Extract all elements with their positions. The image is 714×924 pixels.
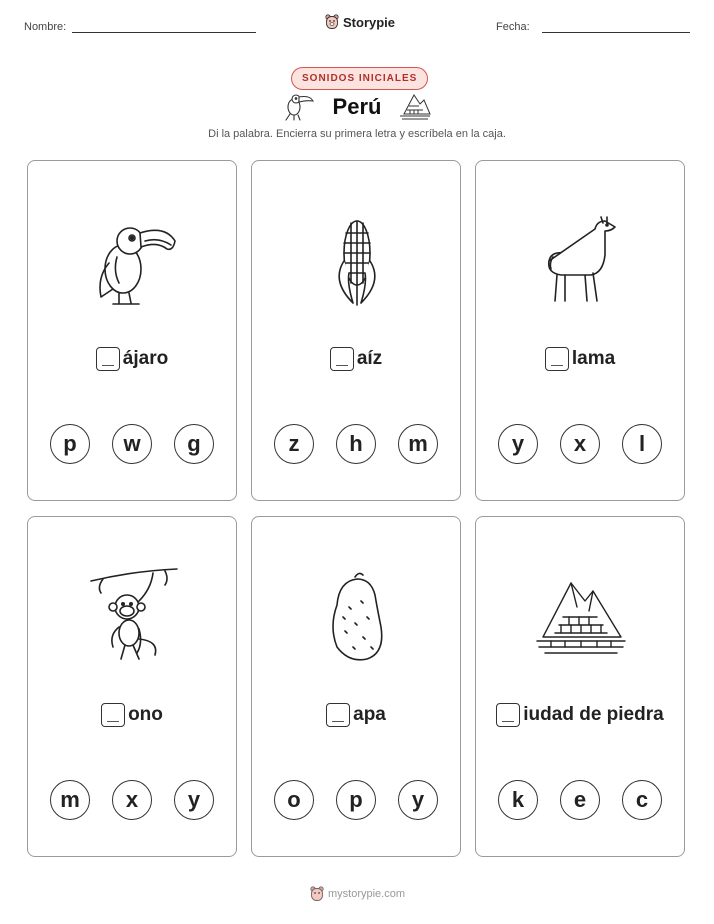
date-field[interactable] <box>542 32 690 33</box>
letter-choices <box>28 424 236 464</box>
letter-choice[interactable]: x <box>112 780 152 820</box>
letter-choices <box>252 780 460 820</box>
word-ending: lama <box>571 348 616 369</box>
letter-choice[interactable]: g <box>174 424 214 464</box>
toucan-icon <box>83 211 183 311</box>
footer <box>310 886 405 902</box>
word-row <box>252 347 460 371</box>
letter-choices <box>476 780 684 820</box>
letter-choice[interactable]: w <box>112 424 152 464</box>
letter-choice[interactable]: p <box>336 780 376 820</box>
letter-choice[interactable]: k <box>498 780 538 820</box>
word-card <box>475 516 685 857</box>
letter-choice[interactable]: m <box>398 424 438 464</box>
letter-choices <box>28 780 236 820</box>
letter-choice[interactable]: c <box>622 780 662 820</box>
llama-icon <box>531 211 631 311</box>
answer-box[interactable] <box>101 703 125 727</box>
letter-choice[interactable]: y <box>174 780 214 820</box>
word-card <box>27 160 237 501</box>
brand-logo <box>325 14 395 30</box>
papaya-icon <box>307 567 407 667</box>
answer-box[interactable] <box>326 703 350 727</box>
answer-box[interactable] <box>330 347 354 371</box>
letter-choice[interactable]: e <box>560 780 600 820</box>
letter-choice[interactable]: x <box>560 424 600 464</box>
word-row <box>28 347 236 371</box>
word-card <box>251 516 461 857</box>
corn-icon <box>307 211 407 311</box>
letter-choice[interactable]: z <box>274 424 314 464</box>
bear-icon <box>310 886 324 902</box>
word-row <box>252 703 460 727</box>
machu-picchu-small-icon <box>398 92 432 122</box>
word-ending: ájaro <box>122 348 169 369</box>
bear-icon <box>325 14 339 30</box>
letter-choices <box>476 424 684 464</box>
letter-choice[interactable]: y <box>498 424 538 464</box>
name-field[interactable] <box>72 32 256 33</box>
word-ending: iudad de piedra <box>523 704 664 725</box>
word-row <box>28 703 236 727</box>
brand-name: Storypie <box>343 14 396 30</box>
letter-choices <box>252 424 460 464</box>
word-card <box>251 160 461 501</box>
instructions: Di la palabra. Encierra su primera letra y escríbela en la caja. <box>208 128 506 140</box>
answer-box[interactable] <box>96 347 120 371</box>
letter-choice[interactable]: l <box>622 424 662 464</box>
monkey-icon <box>83 567 183 667</box>
topic-badge: SONIDOS INICIALES <box>291 67 428 90</box>
footer-site[interactable]: mystorypie.com <box>328 888 406 900</box>
word-ending: ono <box>128 704 163 725</box>
letter-choice[interactable]: o <box>274 780 314 820</box>
machu-picchu-icon <box>531 567 631 667</box>
page-title: Perú <box>332 94 382 119</box>
date-label: Fecha: <box>496 21 530 33</box>
word-card <box>475 160 685 501</box>
word-row <box>476 703 684 727</box>
letter-choice[interactable]: m <box>50 780 90 820</box>
name-label: Nombre: <box>24 21 67 33</box>
toucan-small-icon <box>282 90 316 122</box>
answer-box[interactable] <box>545 347 569 371</box>
answer-box[interactable] <box>496 703 520 727</box>
word-ending: apa <box>353 704 386 725</box>
word-card <box>27 516 237 857</box>
word-row <box>476 347 684 371</box>
word-ending: aíz <box>356 348 383 369</box>
letter-choice[interactable]: h <box>336 424 376 464</box>
letter-choice[interactable]: y <box>398 780 438 820</box>
letter-choice[interactable]: p <box>50 424 90 464</box>
